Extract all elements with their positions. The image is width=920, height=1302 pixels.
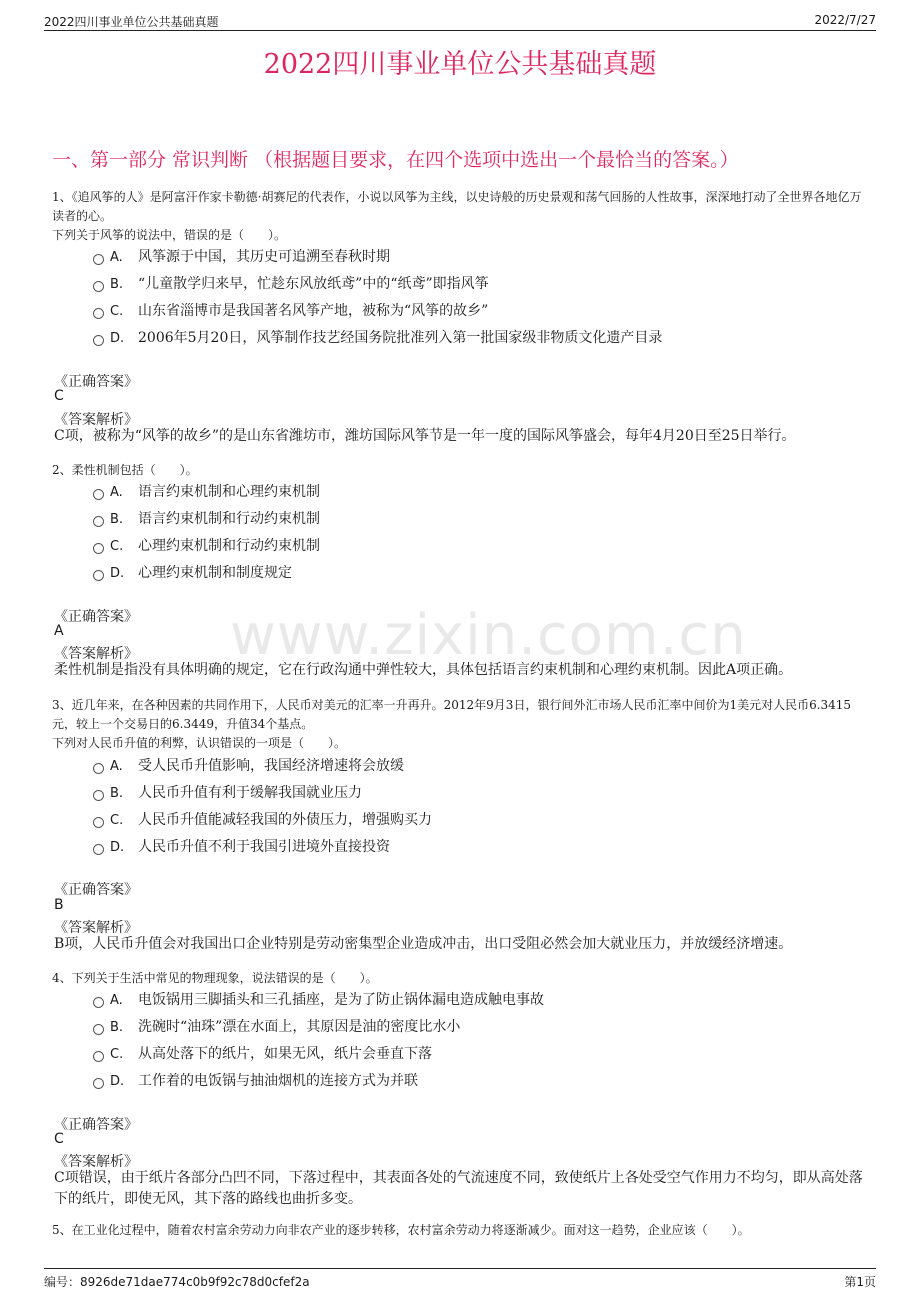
option-b[interactable]: B. “儿童散学归来早，忙趁东风放纸鸢”中的“纸鸢”即指风筝 [93,274,489,294]
question-stem: 1、《追风筝的人》是阿富汗作家卡勒德·胡赛尼的代表作，小说以风筝为主线，以史诗般的历史景观和荡气回肠的人性故事，深深地打动了全世界各地亿万读者的心。 下列关于风筝的说法中，错误的是（ ）。 [52,190,862,242]
option-a[interactable]: A. 电饭锅用三脚插头和三孔插座，是为了防止锅体漏电造成触电事故 [93,990,544,1010]
answer-label: 《正确答案》 [54,1117,138,1133]
analysis-text: 柔性机制是指没有具体明确的规定，它在行政沟通中弹性较大，具体包括语言约束机制和心理约束机制。因此A项正确。 [54,662,793,678]
option-b[interactable]: B. 语言约束机制和行动约束机制 [93,509,320,529]
option-c[interactable]: C. 心理约束机制和行动约束机制 [93,536,320,556]
watermark: www.zixin.com.cn [230,603,747,668]
page-number: 第1页 [844,1275,876,1289]
option-d[interactable]: D. 2006年5月20日，风筝制作技艺经国务院批准列入第一批国家级非物质文化遗产目录 [93,328,662,348]
analysis-text: C项，被称为“风筝的故乡”的是山东省潍坊市，潍坊国际风筝节是一年一度的国际风筝盛会，每年4月20日至25日举行。 [54,428,796,444]
radio-icon[interactable] [93,570,104,581]
correct-answer: C [54,388,64,404]
analysis-text: B项，人民币升值会对我国出口企业特别是劳动密集型企业造成冲击，出口受阻必然会加大就业压力，并放缓经济增速。 [54,936,793,952]
radio-icon[interactable] [93,763,104,774]
document-id: 编号：8926de71dae774c0b9f92c78d0cfef2a [44,1275,310,1289]
answer-label: 《正确答案》 [54,882,138,898]
radio-icon[interactable] [93,281,104,292]
radio-icon[interactable] [93,817,104,828]
radio-icon[interactable] [93,1024,104,1035]
option-a[interactable]: A. 语言约束机制和心理约束机制 [93,482,320,502]
radio-icon[interactable] [93,790,104,801]
radio-icon[interactable] [93,489,104,500]
question-stem: 4、下列关于生活中常见的物理现象，说法错误的是（ ）。 [52,971,378,985]
option-b[interactable]: B. 洗碗时“油珠”漂在水面上，其原因是油的密度比水小 [93,1017,460,1037]
analysis-label: 《答案解析》 [54,412,138,428]
radio-icon[interactable] [93,844,104,855]
radio-icon[interactable] [93,516,104,527]
radio-icon[interactable] [93,1051,104,1062]
option-c[interactable]: C. 山东省淄博市是我国著名风筝产地，被称为“风筝的故乡” [93,301,488,321]
radio-icon[interactable] [93,335,104,346]
page-header [44,10,876,31]
radio-icon[interactable] [93,254,104,265]
analysis-text: C项错误，由于纸片各部分凸凹不同，下落过程中，其表面各处的气流速度不同，致使纸片上各处受空气作用力不均匀，即从高处落下的纸片，即使无风，其下落的路线也曲折多变。 [54,1170,863,1207]
correct-answer: A [54,623,64,639]
option-d[interactable]: D. 工作着的电饭锅与抽油烟机的连接方式为并联 [93,1071,418,1091]
radio-icon[interactable] [93,308,104,319]
answer-label: 《正确答案》 [54,609,138,625]
correct-answer: B [54,897,64,913]
option-d[interactable]: D. 心理约束机制和制度规定 [93,563,292,583]
question-stem: 2、柔性机制包括（ ）。 [52,463,198,477]
document-title: 2022四川事业单位公共基础真题 [263,49,657,80]
option-b[interactable]: B. 人民币升值有利于缓解我国就业压力 [93,783,362,803]
option-d[interactable]: D. 人民币升值不利于我国引进境外直接投资 [93,837,390,857]
question-stem: 3、近几年来，在各种因素的共同作用下，人民币对美元的汇率一升再升。2012年9月3日，银行间外汇市场人民币汇率中间价为1美元对人民币6.3415元，较上一个交易日的6.3449，升值34个基点。 下列对人民币升值的利弊，认识错误的一项是（ ）。 [52,698,852,750]
option-c[interactable]: C. 人民币升值能减轻我国的外债压力，增强购买力 [93,810,432,830]
radio-icon[interactable] [93,1078,104,1089]
answer-label: 《正确答案》 [54,374,138,390]
option-c[interactable]: C. 从高处落下的纸片，如果无风，纸片会垂直下落 [93,1044,432,1064]
section-heading: 一、第一部分 常识判断 （根据题目要求，在四个选项中选出一个最恰当的答案。） [52,149,739,171]
radio-icon[interactable] [93,997,104,1008]
header-title: 2022四川事业单位公共基础真题 [44,15,219,29]
analysis-label: 《答案解析》 [54,646,138,662]
analysis-label: 《答案解析》 [54,920,138,936]
option-a[interactable]: A. 受人民币升值影响，我国经济增速将会放缓 [93,756,404,776]
question-stem: 5、在工业化过程中，随着农村富余劳动力向非农产业的逐步转移，农村富余劳动力将逐渐减少。面对这一趋势，企业应该（ ）。 [52,1223,750,1237]
radio-icon[interactable] [93,543,104,554]
option-a[interactable]: A. 风筝源于中国，其历史可追溯至春秋时期 [93,247,390,267]
header-date: 2022/7/27 [814,13,876,27]
correct-answer: C [54,1131,64,1147]
analysis-label: 《答案解析》 [54,1154,138,1170]
page-footer [44,1268,876,1289]
